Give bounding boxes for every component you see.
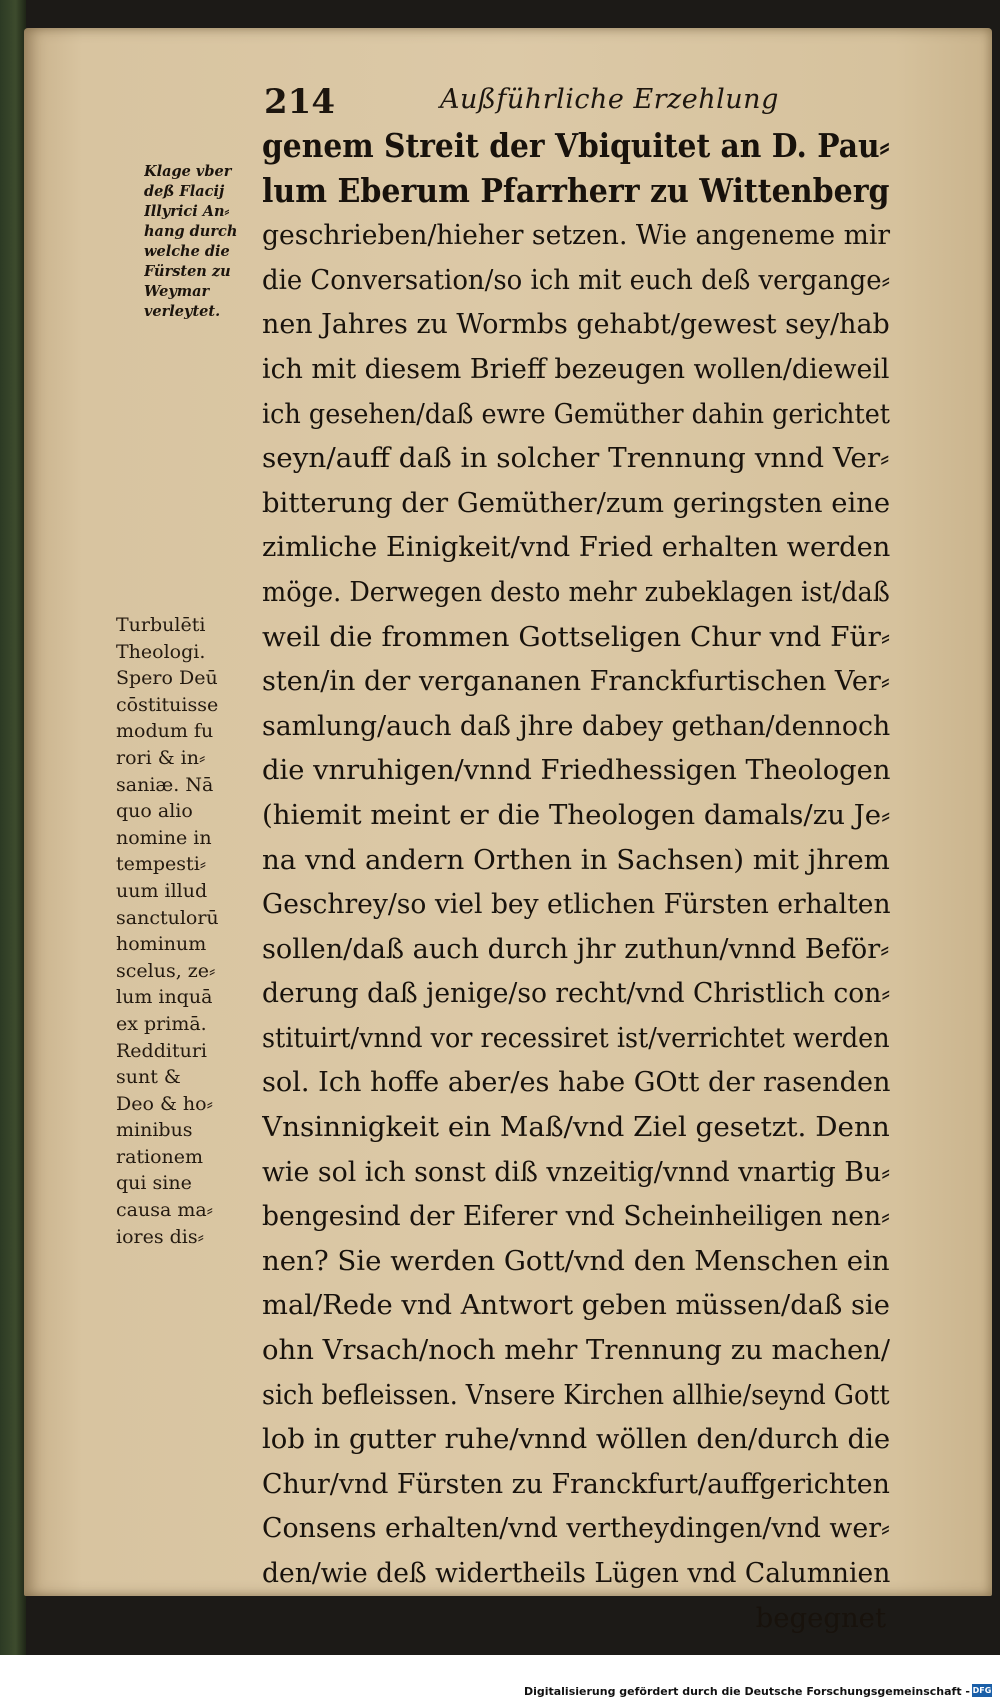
text-line: sich befleissen. Vnsere Kirchen allhie/seynd Gott [262,1378,890,1411]
margin-note-line: qui sine [116,1172,192,1195]
margin-note-line: Fürsten zu [144,263,231,280]
margin-note-line: verleytet. [144,303,221,320]
margin-note-line: Klage vber [144,163,232,180]
margin-note-line: Theologi. [116,640,206,663]
book-spine [0,0,26,1655]
running-head: Außführliche Erzehlung [440,84,779,115]
text-line: bitterung der Gemüther/zum geringsten eine [262,486,891,519]
margin-note-line: rori & in⸗ [116,746,206,769]
text-line: samlung/auch daß jhre dabey gethan/dennoch [262,709,890,742]
main-text-block [262,124,890,1640]
margin-note-line: lum inquā [116,986,213,1009]
margin-note-line: hominum [116,933,207,956]
text-line: ohn Vrsach/noch mehr Trennung zu machen/ [262,1334,890,1367]
text-line: wie sol ich sonst diß vnzeitig/vnnd vnartig Bu⸗ [262,1155,891,1188]
margin-note-line: Illyrici An⸗ [144,203,230,220]
margin-note-line: ex primā. [116,1012,207,1035]
margin-note-line: scelus, ze⸗ [116,959,216,982]
margin-note-latin [116,612,264,1250]
margin-note-top [144,162,256,322]
text-line: stituirt/vnnd vor recessiret ist/verrichtet werden [262,1021,890,1054]
margin-note-line: Weymar [144,283,210,300]
text-line: bengesind der Eiferer vnd Scheinheiligen nen⸗ [262,1200,890,1233]
margin-note-line: tempesti⸗ [116,853,207,876]
margin-note-line: iores dis⸗ [116,1225,204,1248]
text-line: Vnsinnigkeit ein Maß/vnd Ziel gesetzt. Denn [262,1111,890,1144]
text-line: ich gesehen/daß ewre Gemüther dahin gerichtet [262,397,890,430]
text-line: nen Jahres zu Wormbs gehabt/gewest sey/hab [262,308,890,341]
text-line: ich mit diesem Brieff bezeugen wollen/dieweil [262,352,890,385]
text-line: geschrieben/hieher setzen. Wie angeneme mir [262,219,891,252]
text-line: Geschrey/so viel bey etlichen Fürsten erhalten [262,888,891,921]
margin-note-line: Reddituri [116,1039,207,1062]
text-line: (hiemit meint er die Theologen damals/zu Je⸗ [262,798,891,831]
margin-note-line: Deo & ho⸗ [116,1092,213,1115]
margin-note-line: hang durch [144,223,238,240]
text-line: sol. Ich hoffe aber/es habe GOtt der rasenden [262,1066,891,1099]
margin-note-line: quo alio [116,800,193,823]
page-number: 214 [264,82,335,122]
margin-note-line: welche die [144,243,230,260]
text-line: nen? Sie werden Gott/vnd den Menschen ein [262,1244,890,1277]
text-line: sollen/daß auch durch jhr zuthun/vnnd Beför⸗ [262,932,890,965]
margin-note-line: rationem [116,1145,204,1168]
margin-note-line: nomine in [116,826,212,849]
text-line: sten/in der vergananen Franckfurtischen Ver⸗ [262,665,890,698]
text-line: die vnruhigen/vnnd Friedhessigen Theologen [262,754,891,787]
margin-note-line: causa ma⸗ [116,1199,213,1222]
margin-note-line: deß Flacij [144,183,225,200]
margin-note-line: uum illud [116,879,208,902]
margin-note-line: sunt & [116,1066,181,1089]
text-line: na vnd andern Orthen in Sachsen) mit jhrem [262,843,890,876]
text-line: derung daß jenige/so recht/vnd Christlich con⸗ [262,977,890,1010]
margin-note-line: modum fu [116,720,214,743]
text-line: zimliche Einigkeit/vnd Fried erhalten werden [262,531,891,564]
catchword: begegnet [755,1601,886,1634]
margin-note-line: minibus [116,1119,193,1142]
text-line: genem Streit der Vbiquitet an D. Pau⸗ [262,126,890,165]
text-line: Chur/vnd Fürsten zu Franckfurt/auffgerichten [262,1467,890,1500]
margin-note-line: Spero Deū [116,667,218,690]
text-line: lum Eberum Pfarrherr zu Wittenberg [262,170,890,210]
dfg-logo: DFG [972,1686,992,1695]
funding-credit: Digitalisierung gefördert durch die Deutsche Forschungsgemeinschaft - [523,1685,970,1698]
text-line: seyn/auff daß in solcher Trennung vnnd Ver⸗ [262,442,890,475]
text-line: lob in gutter ruhe/vnnd wöllen den/durch die [262,1423,890,1456]
text-line: mal/Rede vnd Antwort geben müssen/daß sie [262,1289,890,1322]
margin-note-line: cōstituisse [116,693,219,716]
margin-note-line: sanctulorū [116,906,219,929]
text-line: Consens erhalten/vnd vertheydingen/vnd wer⸗ [262,1512,890,1545]
text-line: weil die frommen Gottseligen Chur vnd Für⸗ [262,620,890,653]
text-line: die Conversation/so ich mit euch deß vergange⸗ [262,263,891,296]
text-line: möge. Derwegen desto mehr zubeklagen ist/daß [262,575,890,608]
margin-note-line: saniæ. Nā [116,773,214,796]
text-line: den/wie deß widertheils Lügen vnd Calumnien [262,1557,890,1589]
margin-note-line: Turbulēti [116,614,206,636]
